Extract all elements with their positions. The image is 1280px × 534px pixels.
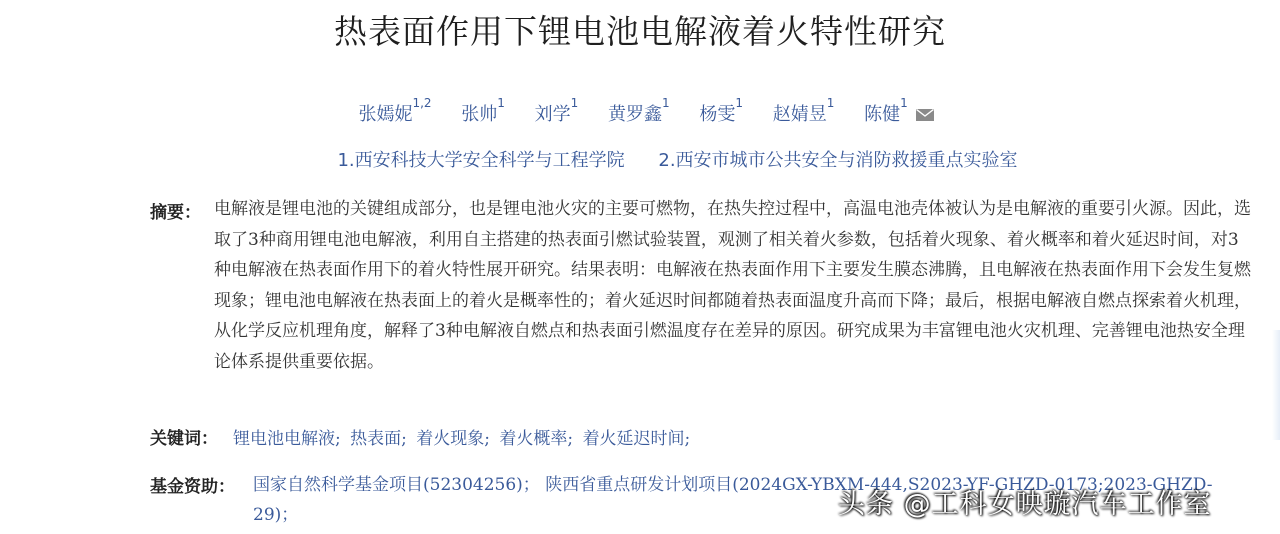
author-link[interactable]: 杨雯$^1$ xyxy=(699,96,744,125)
author-link[interactable]: 赵婧昱$^1$ xyxy=(772,96,835,125)
funding-label: 基金资助： xyxy=(150,477,235,497)
keyword-link[interactable]: 着火现象; xyxy=(416,429,491,449)
affiliation-list xyxy=(0,146,1280,172)
keyword-link[interactable]: 着火概率; xyxy=(499,429,574,449)
abstract-text: 电解液是锂电池的关键组成部分，也是锂电池火灾的主要可燃物，在热失控过程中，高温电池壳体被认为是电解液的重要引火源。因此，选取了3种商用锂电池电解液，利用自主搭建的热表面引燃试验装置，观测了相关着火参数，包括着火现象、着火概率和着火延迟时间，对3种电解液在热表面作用下的着火特性展开研究。结果表明：电解液在热表面作用下主要发生膜态沸腾，且电解液在热表面作用下会发生复燃现象；锂电池电解液在热表面上的着火是概率性的；着火延迟时间都随着热表面温度升高而下降；最后，根据电解液自燃点探索着火机理，从化学反应机理角度，解释了3种电解液自燃点和热表面引燃温度存在差异的原因。研究成果为丰富锂电池火灾机理、完善锂电池热安全理论体系提供重要依据。 xyxy=(214,199,1251,372)
funding-text[interactable]: 国家自然科学基金项目(52304256)； 陕西省重点研发计划项目(2024GX-YBXM-444,S2023-YF-GHZD-0173;2023-GHZD-29)； xyxy=(253,475,1213,525)
keyword-link[interactable]: 着火延迟时间; xyxy=(582,429,691,449)
author-link[interactable]: 张嫣妮$^{1,2}$ xyxy=(358,96,432,125)
keyword-link[interactable]: 锂电池电解液; xyxy=(233,429,341,449)
abstract-label: 摘要： xyxy=(150,203,201,223)
author-link[interactable]: 陈健$^1$ xyxy=(864,96,908,125)
author-link[interactable]: 黄罗鑫$^1$ xyxy=(608,96,670,125)
keyword-link[interactable]: 热表面; xyxy=(350,429,407,449)
keyword-list xyxy=(233,424,694,449)
edge-shadow xyxy=(1272,330,1280,440)
author-list xyxy=(0,96,1280,126)
email-icon[interactable] xyxy=(916,109,934,121)
author-link[interactable]: 张帅$^1$ xyxy=(461,96,505,125)
affiliation-link[interactable]: 1.西安科技大学安全科学与工程学院 xyxy=(337,150,625,171)
paper-title: 热表面作用下锂电池电解液着火特性研究 xyxy=(334,12,946,51)
author-link[interactable]: 刘学$^1$ xyxy=(534,96,579,125)
keywords-label: 关键词： xyxy=(150,429,218,449)
watermark: 头条 @工科女映璇汽车工作室 xyxy=(838,489,1212,520)
affiliation-link[interactable]: 2.西安市城市公共安全与消防救援重点实验室 xyxy=(658,150,1018,171)
